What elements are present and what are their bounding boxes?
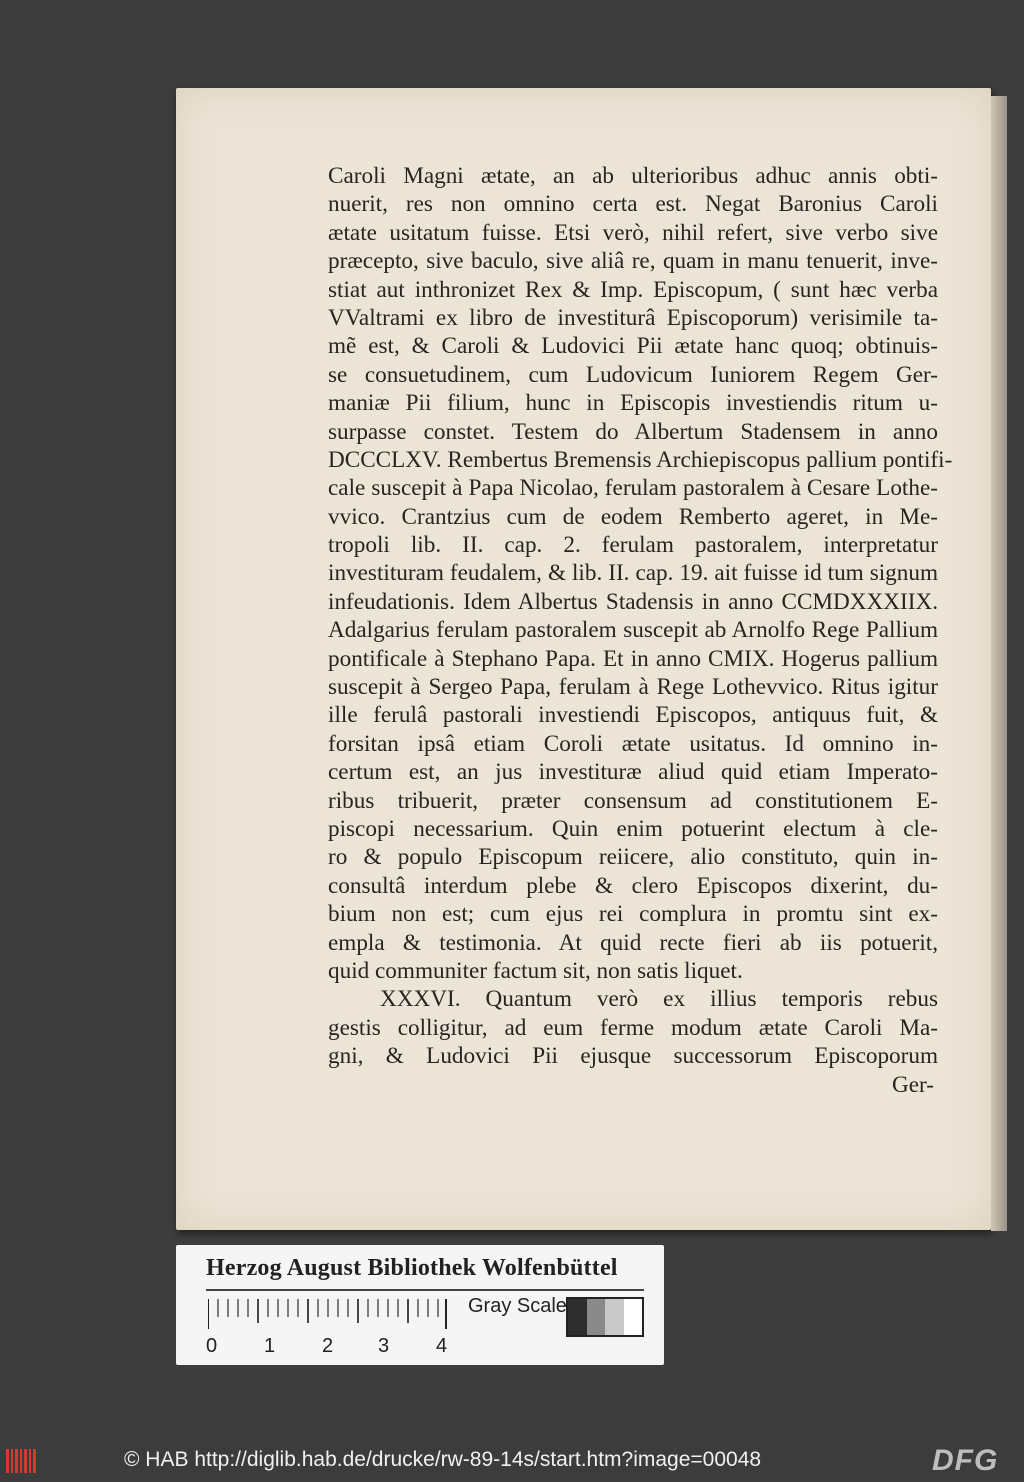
- text-line: Adalgarius ferulam pastoralem suscepit ab Arnolfo Rege Pallium: [328, 617, 938, 644]
- text-line: ro & populo Episcopum reiicere, alio constituto, quin in-: [328, 844, 938, 871]
- text-line: nuerit, res non omnino certa est. Negat Baronius Caroli: [328, 191, 938, 218]
- section-heading-line: XXXVI. Quantum verò ex illius temporis rebus: [380, 986, 938, 1013]
- text-line: maniæ Pii filium, hunc in Episcopis investiendis ritum u-: [328, 390, 938, 417]
- text-line: ætate usitatum fuisse. Etsi verò, nihil refert, sive verbo sive: [328, 219, 938, 246]
- source-link[interactable]: © HAB http://diglib.hab.de/drucke/rw-89-14s/start.htm?image=00048: [124, 1448, 762, 1471]
- text-line: vvico. Crantzius cum de eodem Remberto ageret, in Me-: [328, 503, 938, 530]
- text-line: stiat aut inthronizet Rex & Imp. Episcopum, ( sunt hæc verba: [328, 276, 938, 303]
- text-line: piscopi necessarium. Quin enim potuerint electum à cle-: [328, 815, 938, 842]
- text-line: tropoli lib. II. cap. 2. ferulam pastoralem, interpretatur: [328, 532, 938, 559]
- text-line: Caroli Magni ætate, an ab ulterioribus adhuc annis obti-: [328, 163, 938, 189]
- ruler-labels: [206, 1335, 466, 1359]
- text-line: gni, & Ludovici Pii ejusque successorum Episcoporum: [328, 1043, 938, 1070]
- text-line: cale suscepit à Papa Nicolao, ferulam pastoralem à Cesare Lothe-: [328, 475, 938, 502]
- text-line: præcepto, sive baculo, sive aliâ re, quam in manu tenuerit, inve-: [328, 248, 938, 275]
- text-line: VValtrami ex libro de investiturâ Episcoporum) verisimile ta-: [328, 304, 938, 331]
- color-scale-card: [176, 1245, 664, 1365]
- next-page-edge: [991, 96, 1007, 1231]
- text-line: forsitan ipsâ etiam Coroli ætate usitatus. Id omnino in-: [328, 730, 938, 757]
- gray-swatch: [624, 1299, 643, 1335]
- text-line: mẽ est, & Caroli & Ludovici Pii ætate hanc quoq; obtinuis-: [328, 333, 938, 360]
- text-line: infeudationis. Idem Albertus Stadensis in anno CCMDXXXIIX.: [328, 588, 938, 615]
- ruler-label: 3: [378, 1335, 390, 1357]
- text-line: investituram feudalem, & lib. II. cap. 19. ait fuisse id tum signum: [328, 560, 938, 587]
- text-line: consultâ interdum plebe & clero Episcopos dixerint, du-: [328, 872, 938, 899]
- text-line: gestis colligitur, ad eum ferme modum ætate Caroli Ma-: [328, 1014, 938, 1041]
- gray-scale-label: Gray Scale: [468, 1295, 567, 1317]
- text-line: DCCCLXV. Rembertus Bremensis Archiepiscopus pallium pontifi-: [328, 446, 953, 473]
- ruler-icon: [208, 1297, 448, 1331]
- library-name: Herzog August Bibliothek Wolfenbüttel: [206, 1255, 618, 1281]
- text-line: se consuetudinem, cum Ludovicum Iuniorem Regem Ger-: [328, 361, 938, 388]
- text-line: pontificale à Stephano Papa. Et in anno CMIX. Hogerus pallium: [328, 645, 938, 672]
- gray-swatch: [587, 1299, 606, 1335]
- text-line: bium non est; cum ejus rei complura in promtu sint ex-: [328, 901, 938, 928]
- text-line: ribus tribuerit, præter consensum ad constitutionem E-: [328, 787, 938, 814]
- gray-scale-swatches: [566, 1297, 644, 1337]
- card-divider: [206, 1289, 644, 1291]
- gray-swatch: [605, 1299, 624, 1335]
- gray-swatch: [568, 1299, 587, 1335]
- text-line: surpasse constet. Testem do Albertum Stadensem in anno: [328, 418, 938, 445]
- text-line: certum est, an jus investituræ aliud quid etiam Imperato-: [328, 759, 938, 786]
- ruler-label: 0: [206, 1335, 218, 1357]
- footer-bar: [0, 1440, 1024, 1482]
- catchword: Ger-: [891, 1071, 934, 1098]
- dfg-logo[interactable]: DFG: [932, 1444, 999, 1477]
- ruler-label: 2: [322, 1335, 334, 1357]
- page-text: [328, 162, 953, 1099]
- scanned-page: [176, 88, 991, 1230]
- text-line: quid communiter factum sit, non satis liquet.: [328, 957, 743, 984]
- text-line: ille ferulâ pastorali investiendi Episcopos, antiquus fuit, &: [328, 702, 938, 729]
- ruler-label: 1: [264, 1335, 276, 1357]
- hab-barcode-icon[interactable]: [6, 1447, 36, 1475]
- text-line: suscepit à Sergeo Papa, ferulam à Rege Lothevvico. Ritus igitur: [328, 674, 938, 701]
- text-line: empla & testimonia. At quid recte fieri ab iis potuerit,: [328, 929, 938, 956]
- ruler-label: 4: [436, 1335, 448, 1357]
